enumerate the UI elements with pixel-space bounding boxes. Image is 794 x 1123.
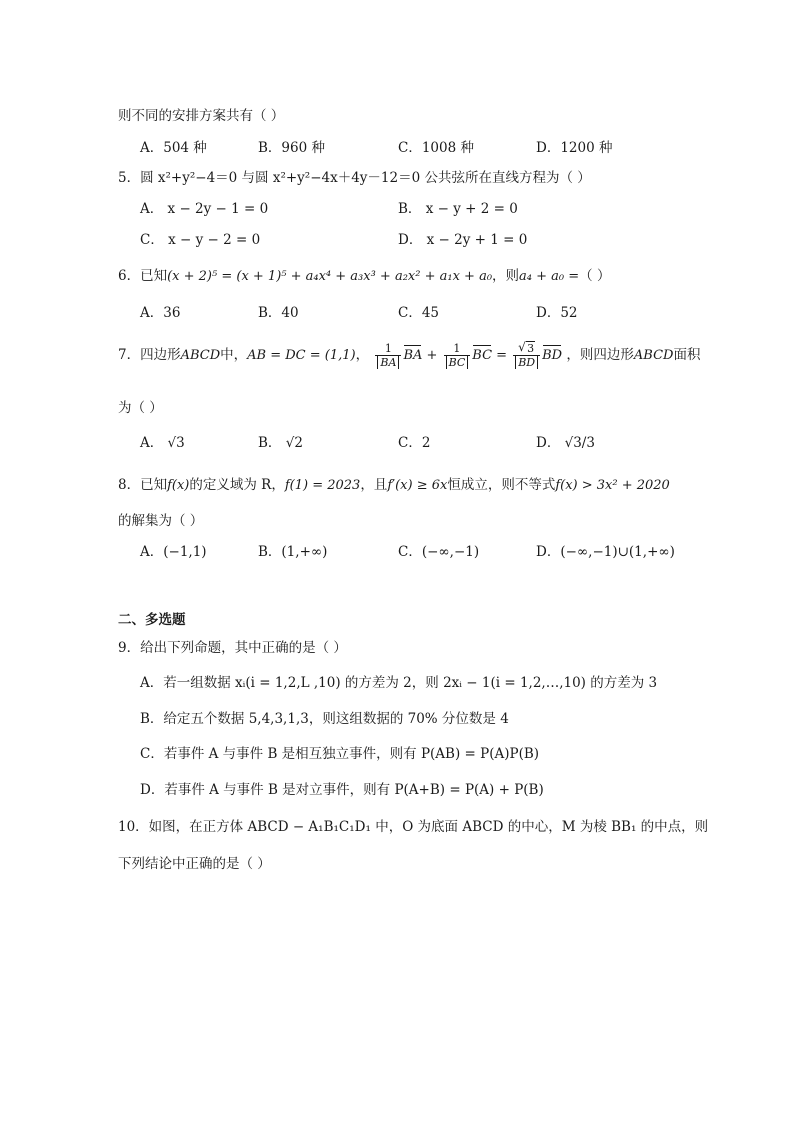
q4-option-d: D．1200 种: [536, 140, 613, 156]
q6-option-c: C．45: [398, 305, 440, 321]
q9-option-b: B．给定五个数据 5,4,3,1,3，则这组数据的 70% 分位数是 4: [140, 711, 509, 727]
q7-fraction-bc: $\frac{1}{BC}$: [444, 342, 471, 369]
q8-option-d: D．(−∞,−1)∪(1,+∞): [536, 544, 675, 560]
q6-option-a: A．36: [140, 305, 181, 321]
q8-text-1: 的定义域为 R，: [189, 477, 285, 493]
q8-option-b: B．(1,+∞): [258, 544, 328, 560]
section-2-title: 二、多选题: [118, 612, 186, 628]
q7-option-a: A． √3: [140, 435, 185, 451]
q8-f1: f(1) = 2023: [284, 478, 361, 493]
q8-text-2: ，且: [360, 477, 388, 493]
q6-number: 6．已知: [118, 268, 168, 284]
q4-option-c: C．1008 种: [398, 140, 474, 156]
q8-fx: f(x): [167, 478, 190, 493]
q7-option-d: D． √3/3: [536, 435, 595, 451]
q6-option-d: D．52: [536, 305, 578, 321]
q7-quad-name-2: ABCD: [633, 348, 674, 363]
q9-stem: 9．给出下列命题，其中正确的是（ ）: [118, 640, 347, 656]
q6-expression-2: a₄ + a₀ =: [519, 269, 580, 284]
q5-option-b: B． x − y + 2 = 0: [398, 201, 518, 217]
q6-expression: (x + 2)⁵ = (x + 1)⁵ + a₄x⁴ + a₃x³ + a₂x² + a₁x + a₀: [167, 269, 493, 284]
q7-option-c: C．2: [398, 435, 431, 451]
q7-vector-equation: AB = DC = (1,1): [247, 348, 356, 363]
q7-tail: ，则四边形: [566, 347, 634, 363]
q8-text-3: 恒成立，则不等式: [447, 477, 556, 493]
q7-comma: ，: [355, 347, 370, 363]
q9-option-a: A．若一组数据 xᵢ(i = 1,2,L ,10) 的方差为 2，则 2xᵢ − 1(i = 1,2,…,10) 的方差为 3: [140, 675, 658, 691]
q8-stem: [118, 473, 670, 493]
q8-line-2: 的解集为（ ）: [118, 513, 204, 529]
q5-option-a: A． x − 2y − 1 = 0: [140, 201, 269, 217]
q10-line-1: 10．如图，在正方体 ABCD − A₁B₁C₁D₁ 中，O 为底面 ABCD 的中心，M 为棱 BB₁ 的中点，则: [118, 819, 709, 835]
q4-option-a: A．504 种: [140, 140, 207, 156]
q9-option-d: D．若事件 A 与事件 B 是对立事件，则有 P(A+B) = P(A) + P(B): [140, 782, 544, 798]
q10-line-2: 下列结论中正确的是（ ）: [118, 856, 271, 872]
q5-option-d: D． x − 2y + 1 = 0: [398, 232, 528, 248]
q5-option-c: C． x − y − 2 = 0: [140, 232, 261, 248]
q7-tail-2: 面积: [673, 347, 701, 363]
q7-option-b: B． √2: [258, 435, 303, 451]
q8-derivative: f′(x) ≥ 6x: [387, 478, 448, 493]
q8-number: 8．已知: [118, 477, 168, 493]
q7-fraction-bd: √ $\frac{3}{BD}$: [513, 342, 540, 369]
q8-option-a: A．(−1,1): [140, 544, 207, 560]
q4-stem-tail: 则不同的安排方案共有（ ）: [118, 108, 285, 124]
q5-stem: 5．圆 x²+y²−4＝0 与圆 x²+y²−4x＋4y－12＝0 公共弦所在直线方程为（ ）: [118, 170, 591, 186]
q4-option-b: B．960 种: [258, 140, 325, 156]
q7-quad-name: ABCD: [180, 348, 221, 363]
q7-mid: 中，: [220, 347, 248, 363]
q7-stem: 7．四边形ABCD中，AB = DC = (1,1)， $\frac{1}{BA}$ BA + $\frac{1}{BC}$ BC = √ $\frac{3}{BD}$ BD ，则四边形ABCD面积: [118, 342, 700, 369]
q6-option-b: B．40: [258, 305, 299, 321]
q6-stem: [118, 264, 610, 284]
q7-fraction-ba: $\frac{1}{BA}$: [375, 342, 401, 369]
q8-inequality: f(x) > 3x² + 2020: [555, 478, 670, 493]
q7-line-2: 为（ ）: [118, 400, 163, 416]
q6-tail: （ ）: [579, 268, 611, 284]
q7-number: 7．四边形: [118, 347, 181, 363]
q8-option-c: C．(−∞,−1): [398, 544, 480, 560]
q9-option-c: C．若事件 A 与事件 B 是相互独立事件，则有 P(AB) = P(A)P(B): [140, 746, 540, 762]
q6-mid: ，则: [492, 268, 520, 284]
